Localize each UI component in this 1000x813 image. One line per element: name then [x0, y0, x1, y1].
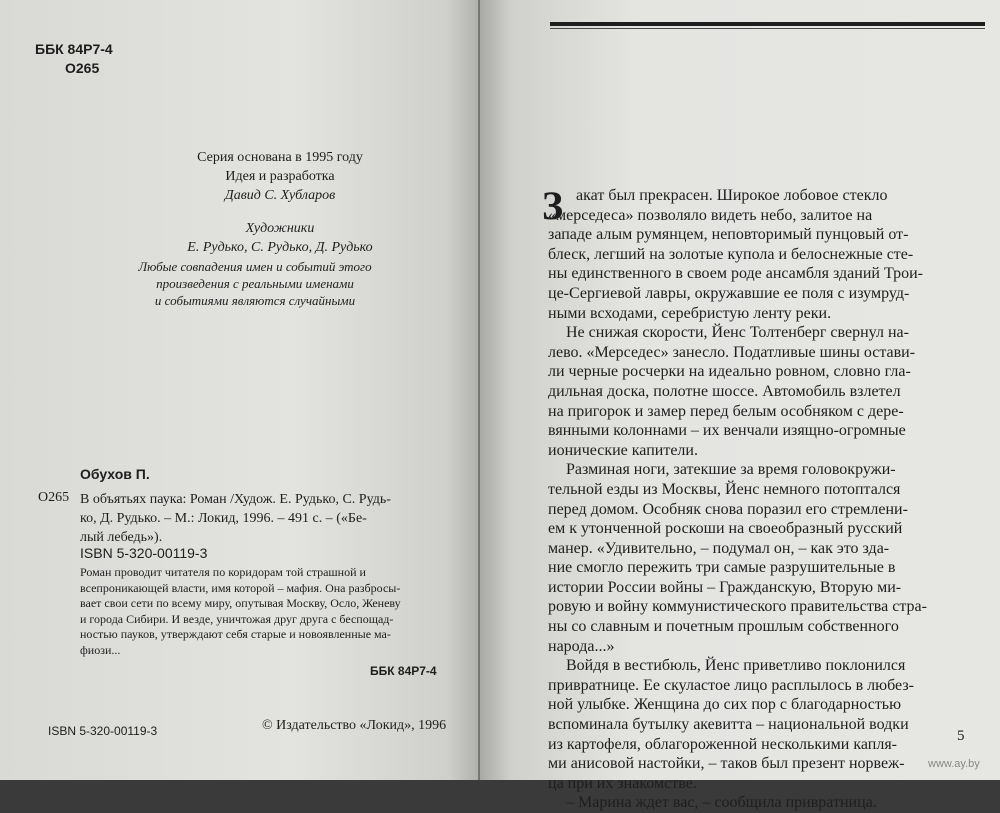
chapter-text [542, 183, 948, 813]
header-rule-thin [550, 28, 985, 29]
disclaimer [90, 258, 420, 309]
bbk-code-block [35, 40, 113, 78]
series-line: Серия основана в 1995 году [197, 150, 363, 165]
text-line: Разминая ноги, затекшие за время головокружи- [566, 461, 896, 479]
disclaimer-line: и событиями являются случайными [154, 293, 356, 308]
paragraph [548, 323, 948, 460]
text-line: тельной езды из Москвы, Йенс немного потоптался [548, 480, 901, 498]
series-credits [120, 148, 440, 257]
copyright-notice: © Издательство «Локид», 1996 [262, 718, 447, 733]
text-line: ровую и войну коммунистического правительства стра- [548, 598, 927, 616]
text-line: лево. «Мерседес» занесло. Податливые шины остави- [548, 343, 916, 361]
catalog-bbk: ББК 84Р7-4 [370, 664, 437, 678]
text-line: це-Сергиевой лавры, окружавшие ее поля с изумруд- [548, 284, 910, 302]
text-line: манер. «Удивительно, – подумал он, – как это зда- [548, 539, 890, 557]
watermark: www.ay.by [928, 758, 980, 770]
catalog-description-line: ко, Д. Рудько. – М.: Локид, 1996. – 491 с. – («Бе- [80, 511, 367, 526]
left-page [0, 0, 486, 780]
text-line: блеск, легший на золотые купола и белоснежные сте- [548, 245, 914, 263]
text-line: «мерседеса» позволяло видеть небо, залитое на [548, 206, 873, 224]
text-line: истории России войны – Гражданскую, Вторую ми- [548, 578, 902, 596]
header-rule [550, 22, 985, 26]
catalog-description-line: лый лебедь»). [80, 530, 163, 545]
text-line: ли черные росчерки на идеально ровном, словно гла- [548, 363, 911, 381]
catalog-annotation [80, 565, 460, 658]
catalog-author: Обухов П. [80, 466, 150, 482]
catalog-description [80, 490, 450, 547]
paragraph [542, 183, 948, 323]
text-line: акат был прекрасен. Широкое лобовое стекло [576, 187, 888, 204]
annotation-line: всепроникающей власти, имя которой – мафия. Она разбросы- [80, 580, 401, 595]
annotation-line: ностью пауков, утверждают себя старые и новоявленные ма- [80, 627, 391, 641]
catalog-description-line: В объятьях паука: Роман /Худож. Е. Рудько, С. Рудь- [80, 492, 391, 507]
paragraph [548, 656, 948, 793]
text-line: Войдя в вестибюль, Йенс приветливо поклонился [566, 657, 906, 675]
drop-cap: З [542, 183, 564, 228]
catalog-code: О265 [38, 490, 70, 505]
text-line: вянными колоннами – их венчали изящно-огромные [548, 422, 906, 440]
artists-names: Е. Рудько, С. Рудько, Д. Рудько [187, 240, 373, 255]
text-line: привратнице. Ее скуластое лицо расплылось в любез- [548, 676, 914, 694]
text-line: ны единственного в своем роде ансамбля зданий Трои- [548, 265, 924, 283]
text-line: на пригорок и замер перед белым особняком с дере- [548, 402, 904, 420]
disclaimer-line: Любые совпадения имен и событий этого [138, 259, 372, 274]
annotation-line: фиози... [80, 642, 121, 657]
text-line: – Марина ждет вас, – сообщила привратница. [566, 794, 877, 812]
text-line: ной улыбке. Женщина до сих пор с благодарностью [548, 696, 902, 714]
catalog-isbn: ISBN 5-320-00119-3 [80, 545, 208, 561]
text-line: ца при их знакомстве. [548, 774, 697, 792]
paragraph [548, 793, 948, 813]
text-line: ми анисовой настойки, – таков был презент норвеж- [548, 755, 905, 773]
text-line: ными всходами, серебристую ленту реки. [548, 304, 832, 322]
text-line: ны со славным и почетным прошлым собственного [548, 618, 899, 636]
page-number: 5 [957, 728, 965, 744]
annotation-line: Роман проводит читателя по коридорам той страшной и [80, 565, 366, 579]
artists-label: Художники [245, 221, 315, 236]
paragraph [548, 460, 948, 656]
annotation-line: и города Сибири. И везде, уничтожая друг друга с беспощад- [80, 611, 394, 626]
text-line: народа...» [548, 637, 615, 655]
text-line: из картофеля, облагороженной несколькими капля- [548, 735, 897, 753]
text-line: ионические капители. [548, 441, 698, 459]
text-line: вспоминала бутылку акевитта – национальной водки [548, 716, 909, 734]
annotation-line: вает свои сети по всему миру, опутывая Москву, Осло, Женеву [80, 596, 401, 610]
text-line: ем к утонченной роскоши на своеобразный русский [548, 520, 903, 538]
idea-label: Идея и разработка [225, 169, 335, 184]
text-line: перед домом. Особняк снова поразил его стремлени- [548, 500, 908, 518]
bbk-code: ББК 84Р7-4 [35, 41, 113, 57]
author-mark: О265 [65, 60, 100, 76]
disclaimer-line: произведения с реальными именами [156, 276, 354, 291]
text-line: дильная доска, полотне шоссе. Автомобиль взлетел [548, 382, 901, 400]
text-line: западе алым румянцем, неповторимый пунцовый от- [548, 226, 909, 244]
text-line: Не снижая скорости, Йенс Толтенберг свернул на- [566, 324, 909, 342]
idea-author: Давид С. Хубларов [224, 188, 336, 203]
isbn-footer: ISBN 5-320-00119-3 [48, 724, 158, 738]
text-line: ние смогло пережить три самые разрушительные в [548, 559, 896, 577]
